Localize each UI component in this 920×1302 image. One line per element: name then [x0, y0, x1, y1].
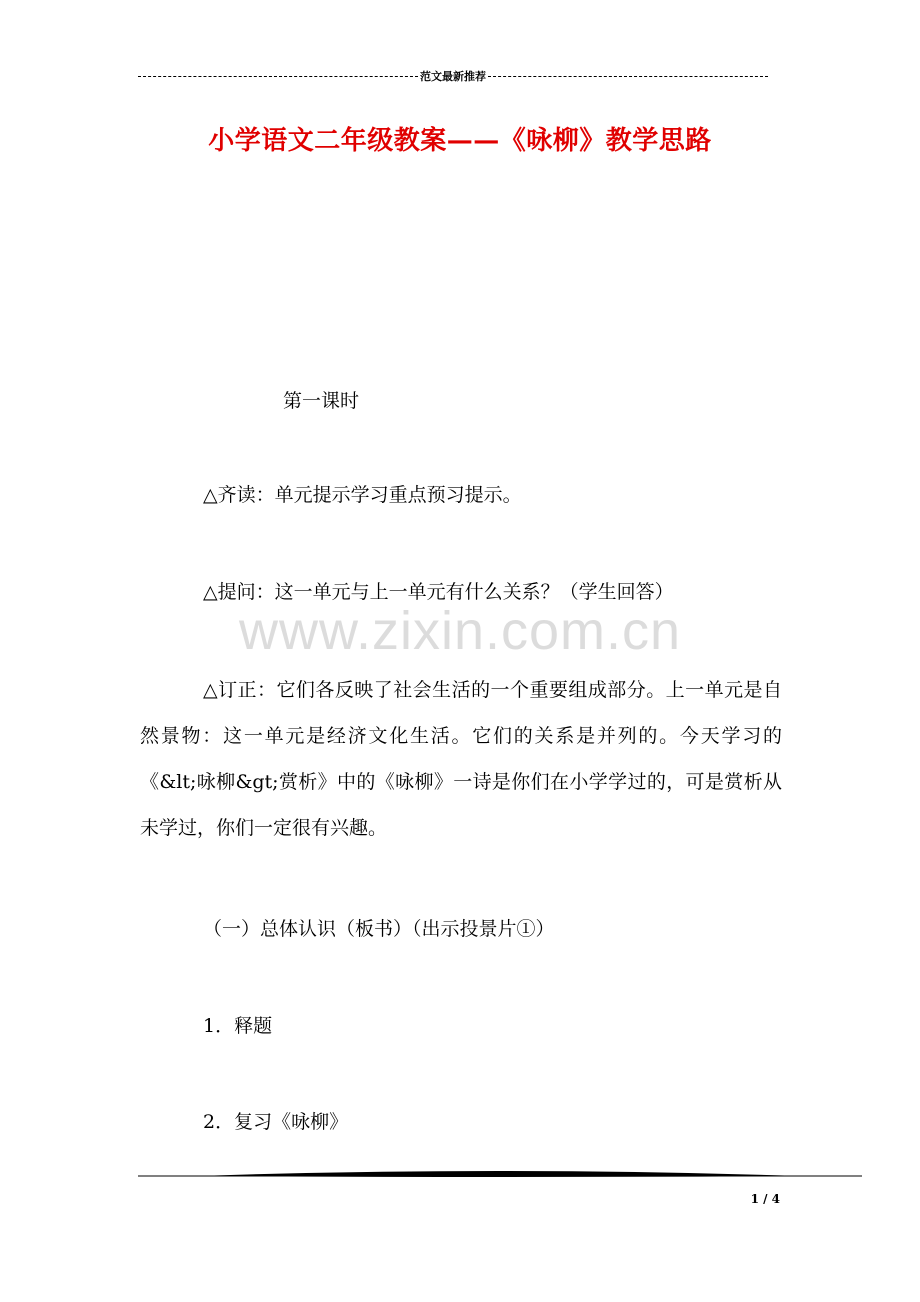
header-dashes-left [138, 76, 418, 77]
paragraph-correction: △订正：它们各反映了社会生活的一个重要组成部分。上一单元是自然景物：这一单元是经济文化生活。它们的关系是并列的。今天学习的《&lt;咏柳&gt;赏析》中的《咏柳》一诗是你们在小学学过的，可是赏析从未学过，你们一定很有兴趣。 [140, 679, 782, 839]
lesson-label: 第一课时 [283, 390, 360, 412]
header-dashes-right [488, 76, 768, 77]
paragraph-read-aloud: △齐读：单元提示学习重点预习提示。 [203, 484, 522, 506]
footer-divider [138, 1165, 862, 1179]
document-title: 小学语文二年级教案——《咏柳》教学思路 [208, 126, 712, 156]
section-heading: （一）总体认识（板书）（出示投景片①） [203, 918, 555, 940]
page-header [138, 66, 768, 86]
list-item: 2．复习《咏柳》 [203, 1111, 349, 1133]
page-number: 1 / 4 [750, 1192, 780, 1206]
header-label: 范文最新推荐 [420, 71, 486, 83]
watermark: www.zixin.com.cn [238, 601, 682, 661]
list-item: 1．释题 [203, 1015, 273, 1037]
paragraph-question: △提问：这一单元与上一单元有什么关系？（学生回答） [203, 581, 674, 603]
